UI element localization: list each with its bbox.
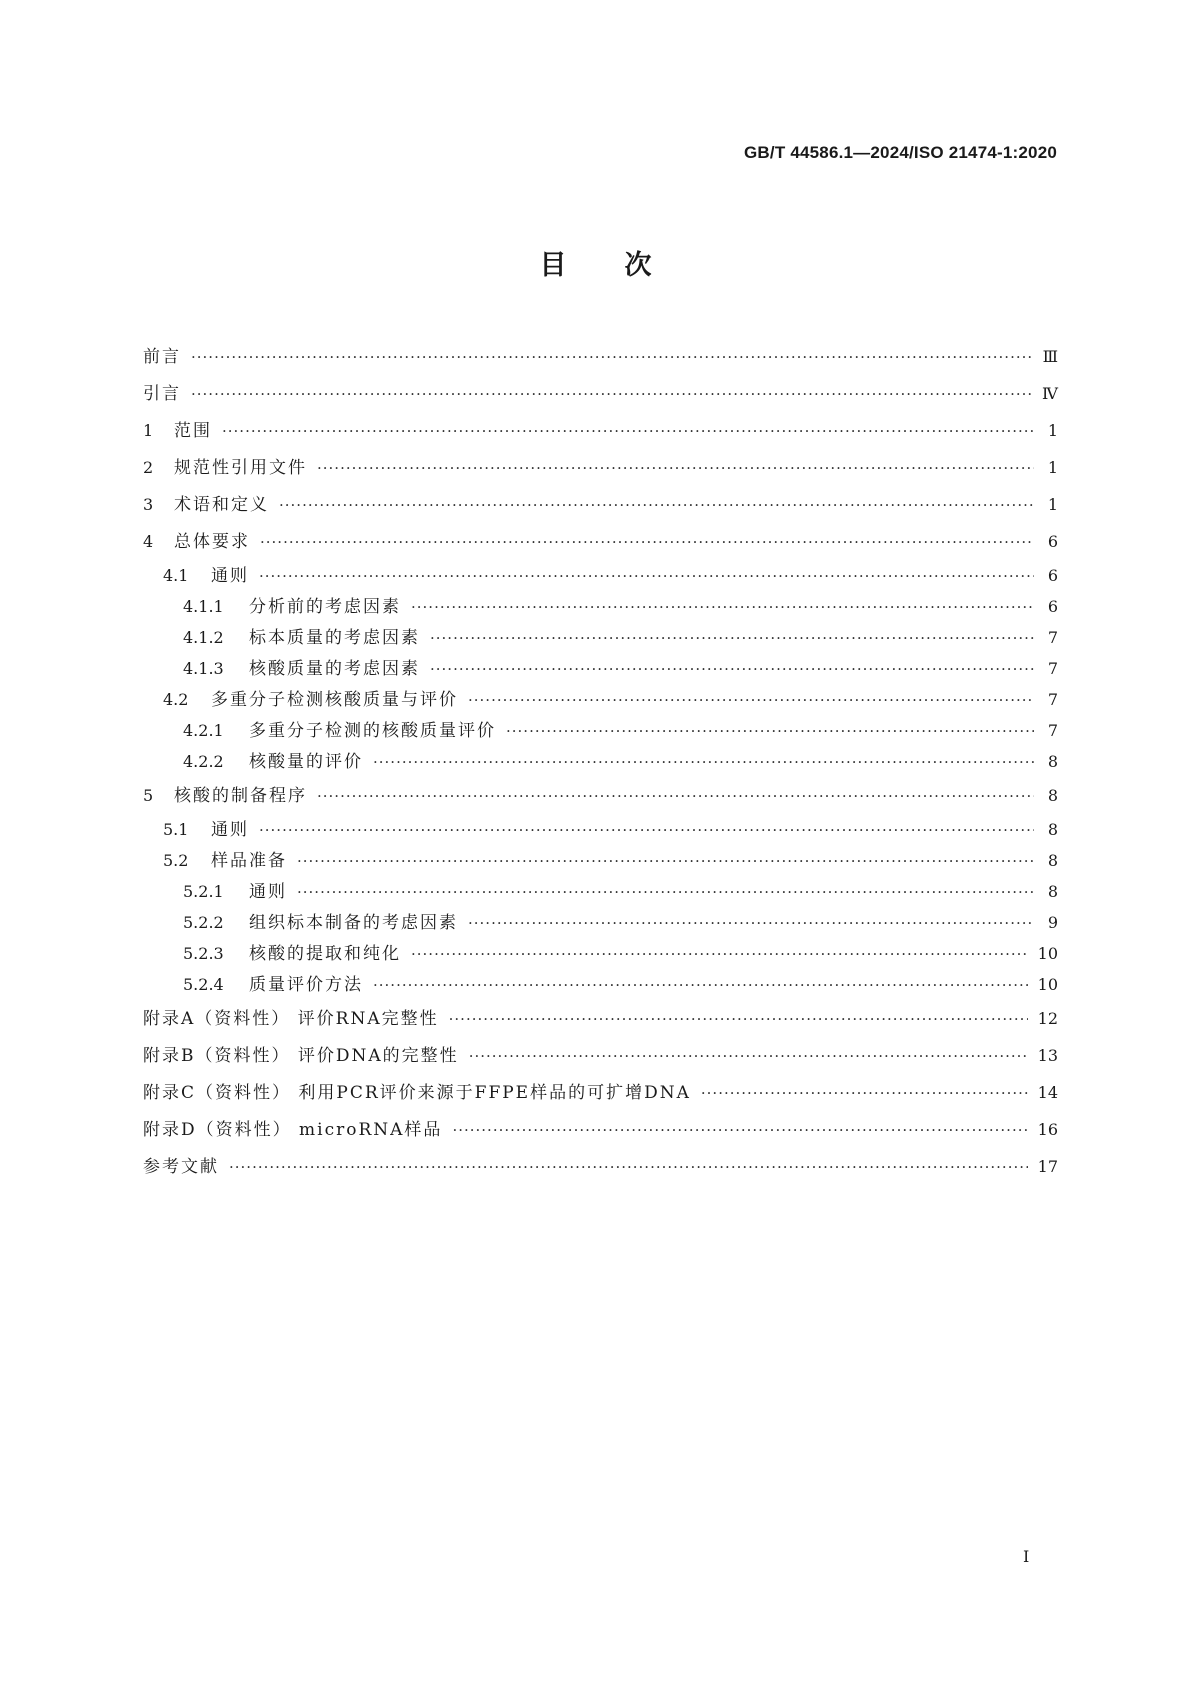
toc-entry-label	[183, 746, 363, 778]
toc-entry[interactable]	[143, 684, 1058, 715]
toc-entry-page: 8	[1047, 752, 1058, 771]
toc-entry[interactable]	[143, 486, 1058, 523]
toc-leader-dots	[222, 413, 1034, 450]
toc-entry[interactable]	[143, 1148, 1058, 1185]
toc-entry-text: 核酸的提取和纯化	[249, 944, 401, 964]
toc-entry[interactable]	[143, 449, 1058, 486]
toc-entry-page: 1	[1047, 495, 1058, 514]
toc-entry-text: 核酸量的评价	[249, 752, 363, 772]
toc-entry-number: 5.2	[163, 851, 189, 870]
toc-entry-page: 1	[1047, 421, 1058, 440]
toc-entry-text: 样品准备	[211, 851, 287, 871]
toc-entry[interactable]	[143, 907, 1058, 938]
toc-entry-label	[143, 339, 181, 376]
toc-entry-number: 3	[143, 495, 154, 514]
toc-entry[interactable]	[143, 375, 1058, 412]
toc-entry-text: 前言	[143, 347, 181, 367]
toc-leader-dots	[297, 877, 1034, 908]
toc-leader-dots	[259, 561, 1034, 592]
toc-entry-text: 核酸质量的考虑因素	[249, 659, 420, 679]
toc-entry-text: 规范性引用文件	[174, 458, 307, 478]
toc-entry-page: 7	[1047, 690, 1058, 709]
toc-entry-label	[183, 969, 363, 1001]
toc-entry-label	[143, 1075, 691, 1112]
toc-leader-dots	[229, 1149, 1028, 1186]
toc-entry-label	[143, 486, 269, 524]
toc-entry-number: 1	[143, 421, 154, 440]
toc-leader-dots	[191, 339, 1033, 376]
toc-entry-page: 8	[1047, 820, 1058, 839]
toc-entry-number: 4.2.2	[183, 752, 224, 771]
toc-entry-text: 通则	[211, 566, 249, 586]
toc-entry[interactable]	[143, 1000, 1058, 1037]
toc-entry[interactable]	[143, 969, 1058, 1000]
toc-entry-page: 10	[1037, 944, 1058, 963]
toc-entry[interactable]	[143, 591, 1058, 622]
toc-leader-dots	[297, 846, 1034, 877]
toc-entry-label	[143, 1001, 439, 1038]
toc-entry-number: 5.1	[163, 820, 189, 839]
toc-entry-page: 7	[1047, 659, 1058, 678]
toc-entry-number: 5.2.1	[183, 882, 224, 901]
toc-entry[interactable]	[143, 814, 1058, 845]
toc-entry-label	[143, 777, 307, 815]
toc-entry-page: 8	[1047, 786, 1058, 805]
toc-leader-dots	[701, 1075, 1028, 1112]
toc-entry-page: 7	[1047, 628, 1058, 647]
toc-entry-text: 核酸的制备程序	[174, 786, 307, 806]
toc-entry-text: 多重分子检测的核酸质量评价	[249, 721, 496, 741]
toc-leader-dots	[317, 778, 1034, 815]
toc-entry-page: 14	[1037, 1083, 1058, 1102]
toc-leader-dots	[469, 1038, 1028, 1075]
toc-entry[interactable]	[143, 876, 1058, 907]
toc-entry-number: 4.1.2	[183, 628, 224, 647]
toc-leader-dots	[506, 716, 1034, 747]
toc-entry[interactable]	[143, 845, 1058, 876]
toc-entry-number: 5.2.4	[183, 975, 224, 994]
toc-entry-number: 4.2	[163, 690, 189, 709]
toc-entry-text: 引言	[143, 384, 181, 404]
toc-entry-page: 1	[1047, 458, 1058, 477]
toc-entry[interactable]	[143, 715, 1058, 746]
toc-entry-number: 5.2.2	[183, 913, 224, 932]
toc-entry-text: 附录C（资料性） 利用PCR评价来源于FFPE样品的可扩增DNA	[143, 1083, 691, 1103]
toc-entry-text: 标本质量的考虑因素	[249, 628, 420, 648]
toc-leader-dots	[373, 970, 1028, 1001]
toc-entry-label	[183, 622, 420, 654]
toc-entry-number: 5.2.3	[183, 944, 224, 963]
toc-leader-dots	[430, 623, 1034, 654]
toc-entry-label	[163, 845, 287, 877]
toc-entry-page: 6	[1047, 597, 1058, 616]
toc-entry[interactable]	[143, 622, 1058, 653]
toc-entry-label	[143, 412, 212, 450]
toc-leader-dots	[468, 908, 1034, 939]
toc-entry-number: 4.1	[163, 566, 189, 585]
toc-leader-dots	[411, 592, 1034, 623]
toc-entry[interactable]	[143, 338, 1058, 375]
toc-entry-page: 8	[1047, 851, 1058, 870]
toc-entry-page: Ⅳ	[1042, 384, 1058, 403]
table-of-contents	[143, 338, 1058, 1185]
toc-entry[interactable]	[143, 1037, 1058, 1074]
toc-entry-page: 17	[1037, 1157, 1058, 1176]
toc-entry-page: 16	[1037, 1120, 1058, 1139]
toc-entry-number: 4.1.3	[183, 659, 224, 678]
toc-leader-dots	[260, 524, 1034, 561]
toc-entry-text: 分析前的考虑因素	[249, 597, 401, 617]
toc-entry[interactable]	[143, 938, 1058, 969]
toc-entry-number: 2	[143, 458, 154, 477]
toc-entry-label	[183, 876, 287, 908]
toc-entry-page: 10	[1037, 975, 1058, 994]
toc-leader-dots	[449, 1001, 1028, 1038]
toc-entry[interactable]	[143, 1111, 1058, 1148]
toc-entry-label	[163, 560, 249, 592]
toc-entry[interactable]	[143, 777, 1058, 814]
toc-entry[interactable]	[143, 746, 1058, 777]
toc-leader-dots	[373, 747, 1034, 778]
toc-entry-label	[163, 684, 458, 716]
toc-entry-label	[183, 591, 401, 623]
toc-entry-page: 6	[1047, 566, 1058, 585]
page-number: I	[1023, 1547, 1030, 1566]
toc-entry-label	[143, 1112, 442, 1149]
toc-entry-page: 6	[1047, 532, 1058, 551]
toc-entry[interactable]	[143, 560, 1058, 591]
toc-entry-text: 范围	[174, 421, 212, 441]
toc-entry-text: 多重分子检测核酸质量与评价	[211, 690, 458, 710]
toc-entry-label	[143, 1149, 219, 1186]
toc-entry-text: 术语和定义	[174, 495, 269, 515]
toc-leader-dots	[468, 685, 1034, 716]
toc-entry-label	[183, 907, 458, 939]
toc-entry-label	[183, 653, 420, 685]
toc-entry-text: 参考文献	[143, 1157, 219, 1177]
page-title: 目次	[539, 250, 710, 281]
toc-entry-number: 4.2.1	[183, 721, 224, 740]
toc-leader-dots	[430, 654, 1034, 685]
toc-entry-text: 总体要求	[174, 532, 250, 552]
toc-entry-text: 组织标本制备的考虑因素	[249, 913, 458, 933]
toc-entry-number: 5	[143, 786, 154, 805]
toc-entry[interactable]	[143, 523, 1058, 560]
toc-entry-label	[183, 938, 401, 970]
toc-entry-label	[183, 715, 496, 747]
toc-entry-text: 通则	[249, 882, 287, 902]
toc-entry-page: 13	[1037, 1046, 1058, 1065]
toc-entry-page: 9	[1047, 913, 1058, 932]
toc-entry-number: 4	[143, 532, 154, 551]
toc-entry-text: 附录B（资料性） 评价DNA的完整性	[143, 1046, 459, 1066]
toc-entry-label	[143, 523, 250, 561]
toc-entry-label	[163, 814, 249, 846]
toc-entry-text: 附录A（资料性） 评价RNA完整性	[143, 1009, 439, 1029]
toc-leader-dots	[259, 815, 1034, 846]
toc-leader-dots	[317, 450, 1034, 487]
toc-entry-text: 通则	[211, 820, 249, 840]
toc-entry-label	[143, 376, 181, 413]
toc-entry-page: Ⅲ	[1042, 347, 1058, 366]
toc-entry-text: 附录D（资料性） microRNA样品	[143, 1120, 443, 1140]
toc-entry[interactable]	[143, 653, 1058, 684]
toc-entry-text: 质量评价方法	[249, 975, 363, 995]
toc-entry-page: 12	[1037, 1009, 1058, 1028]
toc-entry[interactable]	[143, 1074, 1058, 1111]
toc-leader-dots	[191, 376, 1032, 413]
toc-leader-dots	[452, 1112, 1027, 1149]
toc-entry-number: 4.1.1	[183, 597, 224, 616]
toc-leader-dots	[411, 939, 1028, 970]
toc-entry-label	[143, 1038, 459, 1075]
toc-entry-page: 8	[1047, 882, 1058, 901]
toc-entry[interactable]	[143, 412, 1058, 449]
standard-number: GB/T 44586.1—2024/ISO 21474-1:2020	[744, 143, 1057, 162]
toc-entry-label	[143, 449, 307, 487]
toc-entry-page: 7	[1047, 721, 1058, 740]
toc-leader-dots	[279, 487, 1034, 524]
